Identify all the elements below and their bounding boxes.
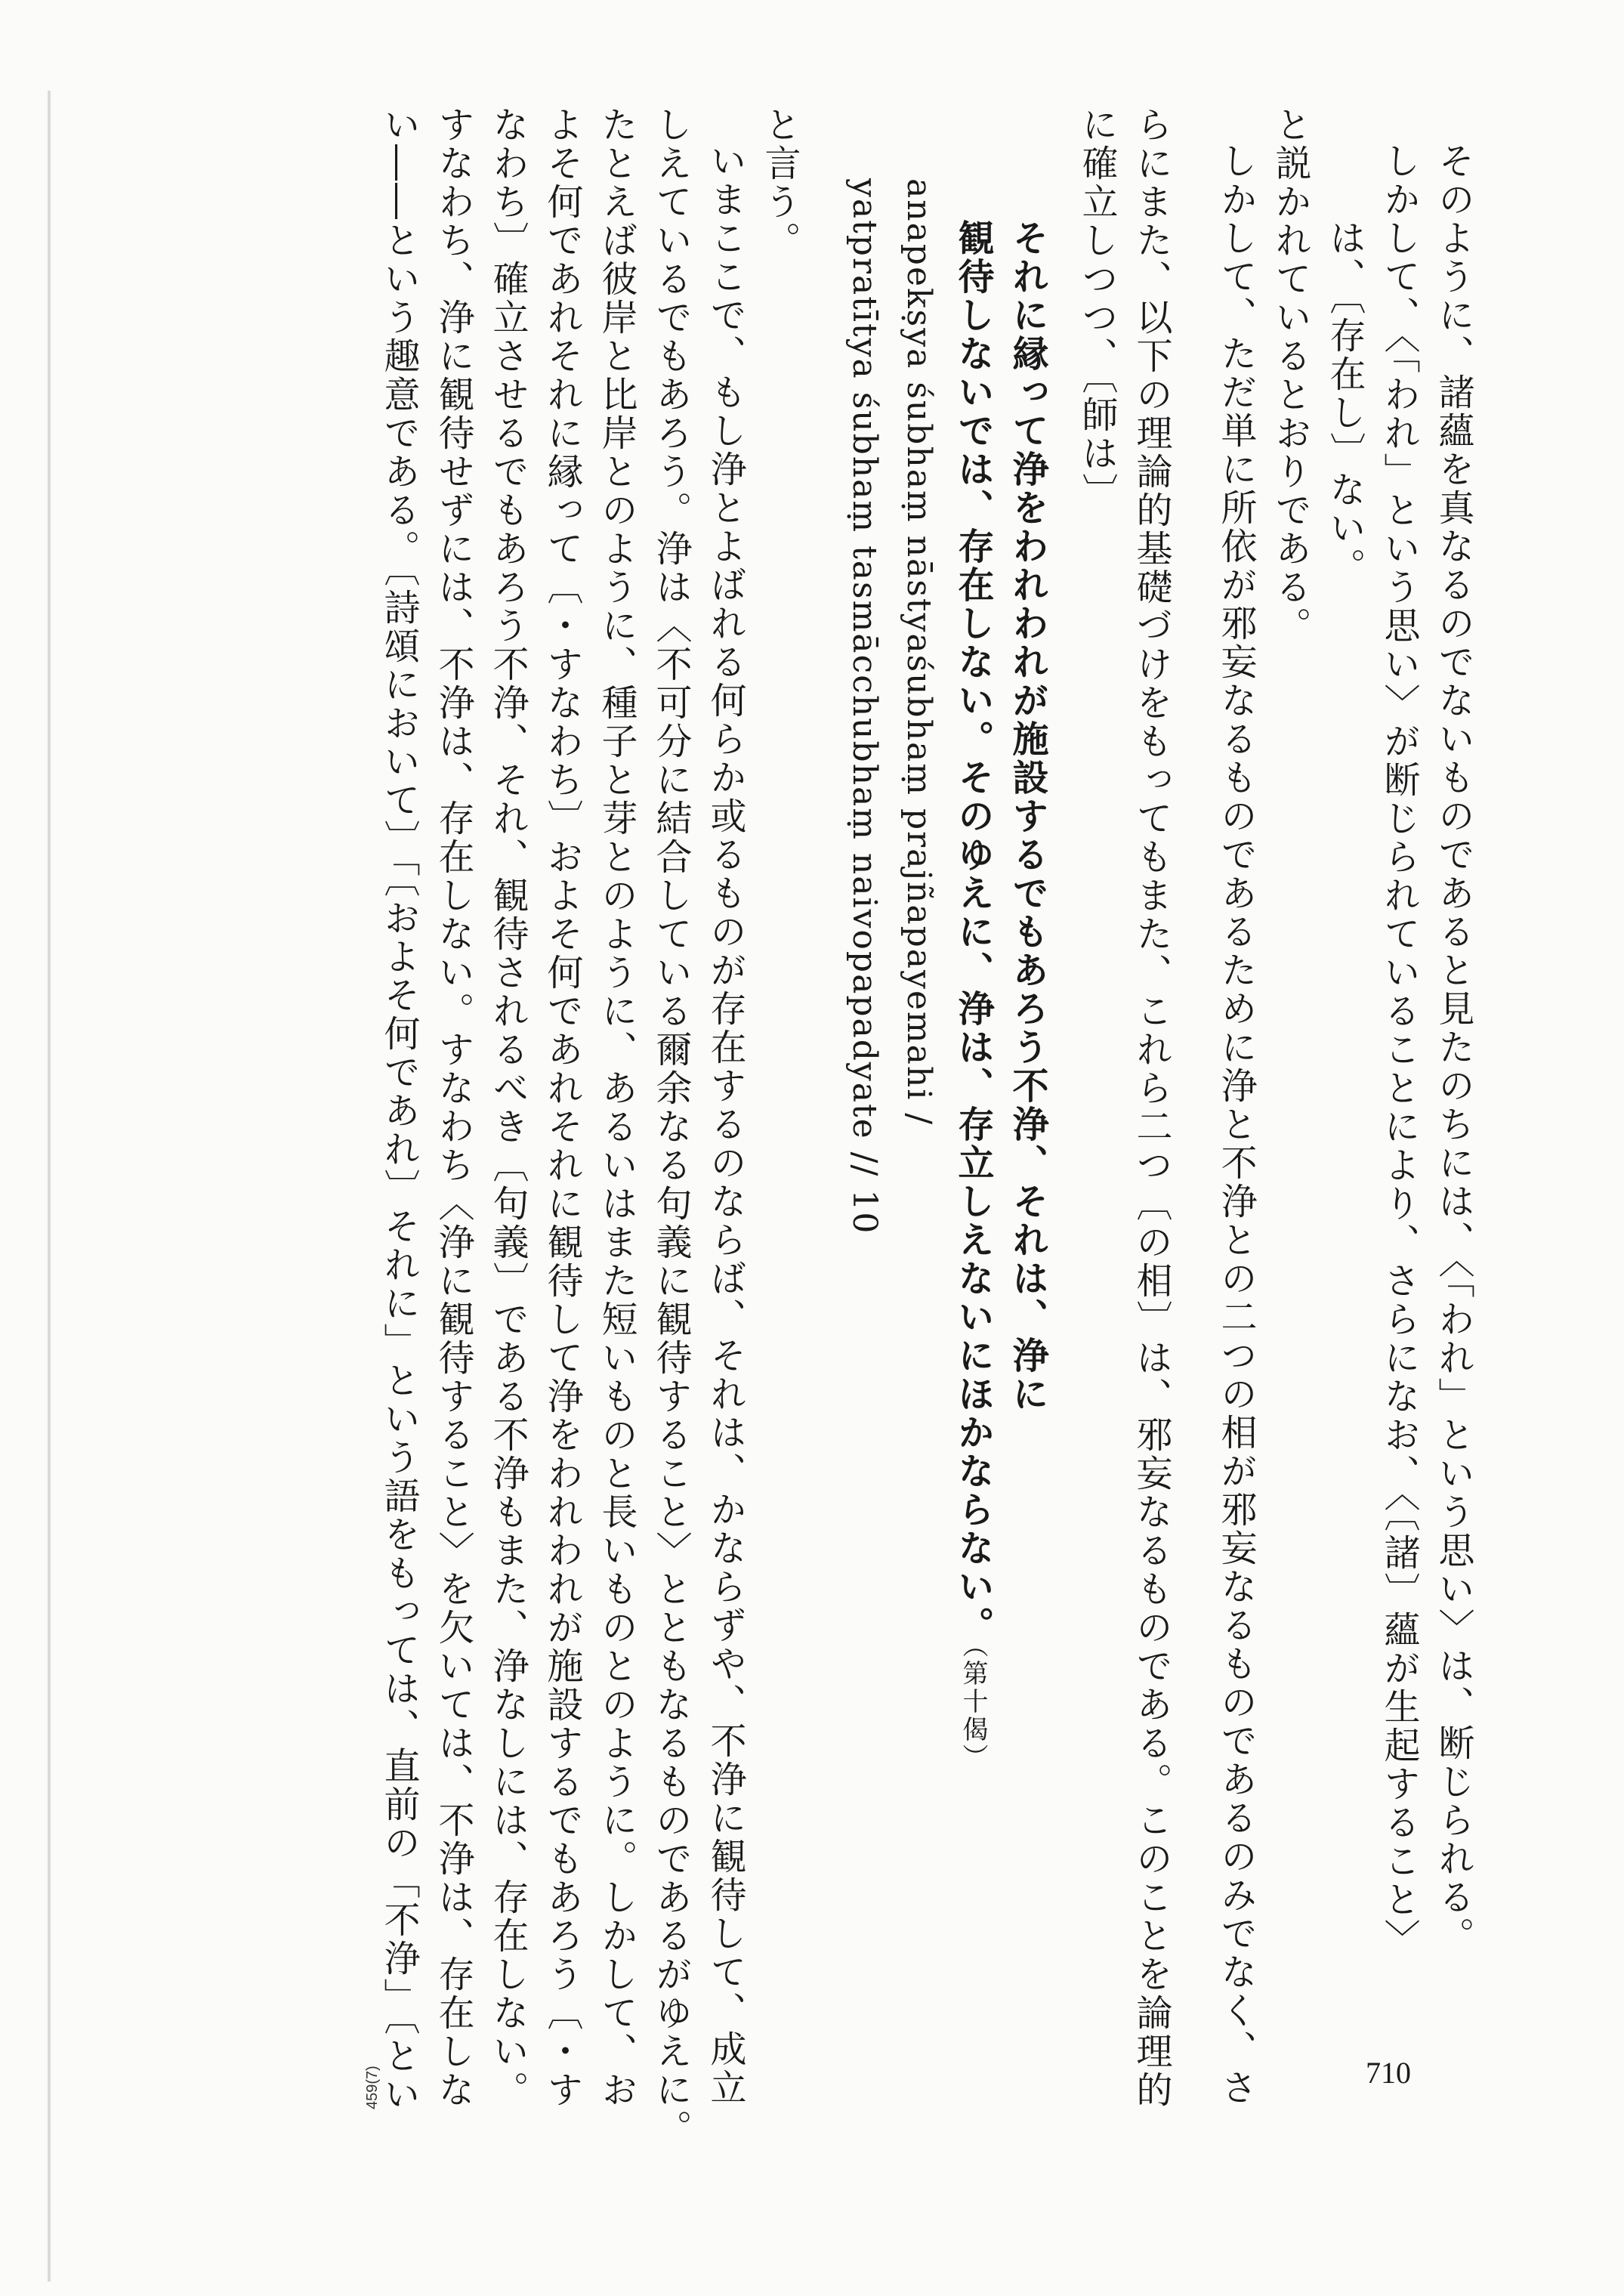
text-line: と言う。 (758, 106, 801, 260)
scan-binding-edge (47, 91, 51, 2282)
text-line: そのように、諸蘊を真なるのでないものであると見たのちには、〈「われ」という思い〉は、断じられる。 (1432, 142, 1474, 1955)
text-line: に確立しつつ、〔師は〕 (1076, 106, 1118, 511)
verse-label: （第十偈） (958, 1645, 988, 1772)
romanized-verse-line: anapekṣya śubhaṃ nāstyaśubhaṃ prajñapayemahi / (900, 178, 938, 1126)
text-line: しえているでもあろう。浄は〈不可分に結合している爾余なる句義に観待すること〉とともなるものであるがゆえに。 (650, 106, 692, 2148)
page-number: 710 (1366, 2056, 1411, 2090)
romanized-verse-line: yatpratītya śubhaṃ tasmācchubhaṃ naivopapadyate // 10 (845, 178, 884, 1235)
text-line: い――という趣意である。〔詩頌において〕「〔およそ何であれ〕それに」という語をもっては、直前の「不浄」〔とい (378, 106, 420, 2114)
verse-line (946, 106, 1000, 2025)
verse-text: 観待しないでは、存在しない。そのゆえに、浄は、存立しえないにほかならない。 (952, 219, 994, 1645)
text-line: いまここで、もし浄とよばれる何らか或るものが存在するのならば、それは、かならずや、不浄に観待して、成立 (704, 142, 746, 2107)
text-line: らにまた、以下の理論的基礎づけをもってもまた、これら二つ〔の相〕は、邪妄なるものである。このことを論理的 (1130, 106, 1172, 2109)
text-line: しかして、〈「われ」という思い〉が断じられていることにより、さらになお、〈〔諸〕蘊が生起すること〉 (1378, 142, 1420, 1958)
margin-reference-code: 459(7) (364, 2066, 381, 2109)
verse-line: それに縁って浄をわれわれが施設するでもあろう不浄、それは、浄に (1006, 219, 1048, 1414)
text-line: は、〔存在し〕ない。 (1323, 219, 1366, 586)
text-line: なわち〕確立させるでもあろう不浄、それ、観待されるべき〔句義〕である不浄もまた、浄なしには、存在しない。 (486, 106, 529, 2109)
text-line: しかして、ただ単に所依が邪妄なるものであるために浄と不浄との二つの相が邪妄なるものであるのみでなく、さ (1215, 142, 1257, 2107)
text-line: たとえば彼岸と比岸とのように、種子と芽とのように、あるいはまた短いものと長いものとのように。しかして、お (595, 106, 638, 2109)
text-line: と説かれているとおりである。 (1269, 106, 1311, 645)
text-line: すなわち、浄に観待せずには、不浄は、存在しない。すなわち〈浄に観待すること〉を欠いては、不浄は、存在しな (432, 106, 474, 2109)
text-line: よそ何であれそれに縁って〔・すなわち〕およそ何であれそれに観待して浄をわれわれが施設するでもあろう〔・す (541, 106, 583, 2109)
